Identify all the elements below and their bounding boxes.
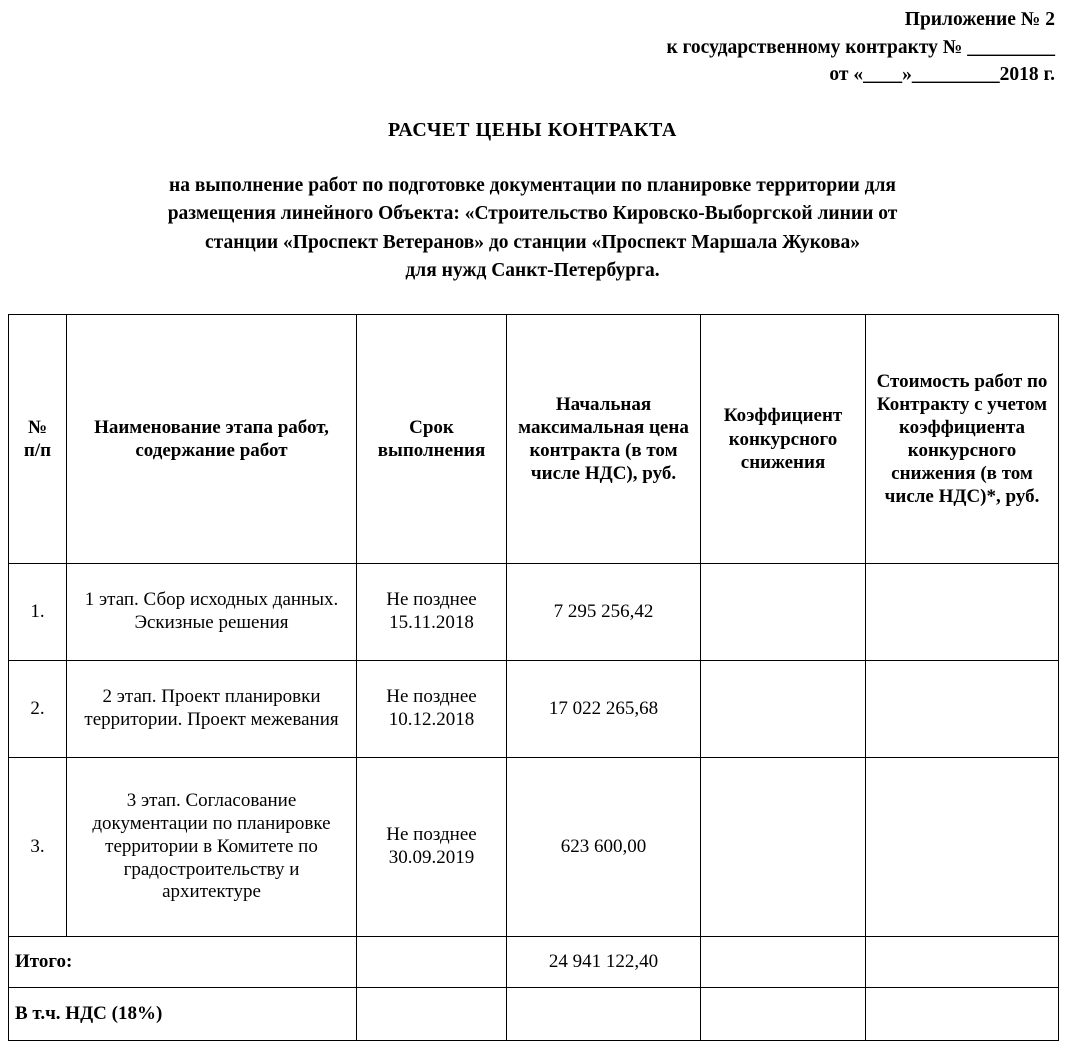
cell-row-number: 3. bbox=[9, 758, 67, 937]
cell-vat-coefficient bbox=[701, 988, 866, 1041]
cell-term-line1: Не позднее bbox=[386, 589, 477, 611]
price-calculation-table bbox=[8, 314, 1059, 1041]
table-header-row bbox=[9, 315, 1059, 564]
cell-stage-name: 1 этап. Сбор исходных данных. Эскизные решения bbox=[67, 564, 357, 661]
document-subtitle bbox=[63, 172, 1003, 285]
column-header-number bbox=[9, 315, 67, 564]
table-row bbox=[9, 564, 1059, 661]
cell-term-line2: 30.09.2019 bbox=[388, 847, 475, 869]
cell-coefficient bbox=[701, 564, 866, 661]
cell-term-line2: 10.12.2018 bbox=[388, 709, 475, 731]
cell-max-price: 17 022 265,68 bbox=[507, 661, 701, 758]
table-row bbox=[9, 758, 1059, 937]
subtitle-line-1: на выполнение работ по подготовке документации по планировке территории для bbox=[169, 175, 896, 197]
cell-max-price: 7 295 256,42 bbox=[507, 564, 701, 661]
cell-vat-label: В т.ч. НДС (18%) bbox=[9, 988, 357, 1041]
cell-term bbox=[357, 564, 507, 661]
cell-max-price: 623 600,00 bbox=[507, 758, 701, 937]
cell-row-number: 2. bbox=[9, 661, 67, 758]
cell-contract-cost bbox=[866, 758, 1059, 937]
cell-vat-contract-cost bbox=[866, 988, 1059, 1041]
cell-stage-name: 3 этап. Согласование документации по планировке территории в Комитете по градостроительству и архитектуре bbox=[67, 758, 357, 937]
cell-total-term bbox=[357, 937, 507, 988]
cell-total-label: Итого: bbox=[9, 937, 357, 988]
header-appendix-number: Приложение № 2 bbox=[904, 9, 1055, 30]
subtitle-line-2: размещения линейного Объекта: «Строительство Кировско-Выборгской линии от bbox=[167, 203, 898, 225]
cell-contract-cost bbox=[866, 564, 1059, 661]
header-contract-number: к государственному контракту № _________ bbox=[666, 36, 1055, 58]
cell-term bbox=[357, 758, 507, 937]
cell-coefficient bbox=[701, 661, 866, 758]
cell-coefficient bbox=[701, 758, 866, 937]
column-header-coefficient: Коэффициент конкурсного снижения bbox=[701, 315, 866, 564]
cell-term-line1: Не позднее bbox=[386, 686, 477, 708]
column-header-term: Срок выполнения bbox=[357, 315, 507, 564]
table-vat-row bbox=[9, 988, 1059, 1041]
column-header-max-price: Начальная максимальная цена контракта (в том числе НДС), руб. bbox=[507, 315, 701, 564]
document-header bbox=[0, 0, 1065, 89]
table-total-row bbox=[9, 937, 1059, 988]
cell-total-coefficient bbox=[701, 937, 866, 988]
cell-total-price: 24 941 122,40 bbox=[507, 937, 701, 988]
column-header-number-line2: п/п bbox=[23, 440, 52, 462]
column-header-stage-name: Наименование этапа работ, содержание работ bbox=[67, 315, 357, 564]
cell-term bbox=[357, 661, 507, 758]
page-title: РАСЧЕТ ЦЕНЫ КОНТРАКТА bbox=[388, 119, 677, 142]
cell-row-number: 1. bbox=[9, 564, 67, 661]
column-header-number-line1: № bbox=[27, 416, 48, 438]
cell-total-contract-cost bbox=[866, 937, 1059, 988]
subtitle-line-4: для нужд Санкт-Петербурга. bbox=[405, 259, 660, 281]
cell-vat-price bbox=[507, 988, 701, 1041]
cell-stage-name: 2 этап. Проект планировки территории. Проект межевания bbox=[67, 661, 357, 758]
header-contract-date: от «____»_________2018 г. bbox=[829, 64, 1055, 86]
column-header-contract-cost: Стоимость работ по Контракту с учетом коэффициента конкурсного снижения (в том числе НДС)*, руб. bbox=[866, 315, 1059, 564]
table-row bbox=[9, 661, 1059, 758]
cell-term-line2: 15.11.2018 bbox=[389, 612, 474, 634]
cell-term-line1: Не позднее bbox=[386, 824, 477, 846]
cell-contract-cost bbox=[866, 661, 1059, 758]
cell-vat-term bbox=[357, 988, 507, 1041]
subtitle-line-3: станции «Проспект Ветеранов» до станции «Проспект Маршала Жукова» bbox=[205, 231, 860, 253]
